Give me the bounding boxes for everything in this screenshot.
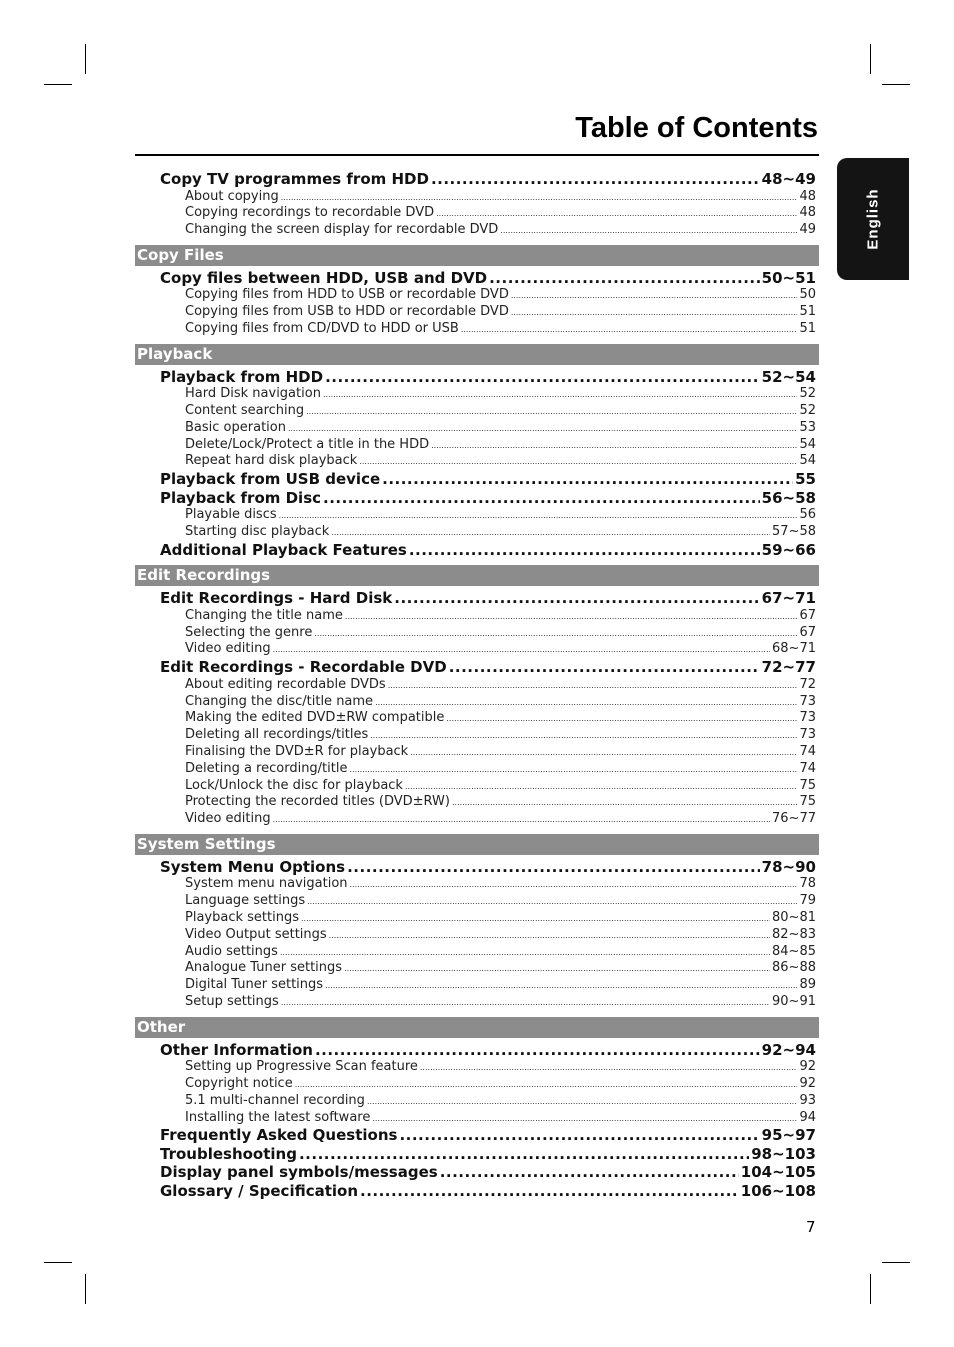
toc-subentry[interactable] (185, 944, 816, 961)
toc-entry[interactable] (160, 658, 816, 677)
toc-subentry-title: 5.1 multi-channel recording (185, 1092, 365, 1108)
toc-subentry[interactable] (185, 910, 816, 927)
toc-subentry-title: Copying recordings to recordable DVD (185, 205, 435, 221)
toc-subentry-pages: 56 (799, 507, 816, 523)
toc-subentry[interactable] (185, 625, 816, 642)
toc-subentry-pages: 48 (799, 205, 816, 221)
dot-leader (295, 1080, 798, 1089)
toc-entry[interactable] (160, 170, 816, 189)
toc-subentry-pages: 54 (799, 453, 816, 469)
dot-leader (388, 681, 798, 690)
toc-subentry[interactable] (185, 876, 816, 893)
crop-mark (85, 1274, 86, 1304)
toc-subentry-title: Deleting all recordings/titles (185, 727, 369, 743)
toc-subentry-pages: 75 (799, 777, 816, 793)
toc-subentry[interactable] (185, 710, 816, 727)
toc-subentry-pages: 49 (799, 222, 816, 238)
toc-subentry-pages: 93 (799, 1092, 816, 1108)
dot-leader (301, 914, 770, 923)
toc-entry[interactable] (160, 470, 816, 489)
dot-leader (489, 269, 760, 287)
dot-leader (449, 658, 760, 676)
dot-leader (372, 1114, 797, 1123)
toc-entry-pages: 106~108 (740, 1181, 816, 1200)
crop-mark (85, 44, 86, 74)
toc-subentry-title: Playable discs (185, 507, 277, 523)
toc-subentry-title: Digital Tuner settings (185, 977, 324, 993)
toc-subentry-title: Hard Disk navigation (185, 386, 321, 402)
toc-subentry[interactable] (185, 386, 816, 403)
toc-subentry[interactable] (185, 794, 816, 811)
toc-entry-title: Copy files between HDD, USB and DVD (160, 268, 488, 287)
toc-subentry[interactable] (185, 694, 816, 711)
toc-subentry[interactable] (185, 677, 816, 694)
toc-subentry-pages: 94 (799, 1109, 816, 1125)
toc-entry[interactable] (160, 489, 816, 508)
dot-leader (273, 645, 770, 654)
dot-leader (461, 325, 798, 334)
toc-subentry-pages: 52 (799, 386, 816, 402)
toc-subentry-pages: 79 (799, 893, 816, 909)
dot-leader (331, 528, 770, 537)
crop-mark (882, 84, 910, 85)
dot-leader (399, 1126, 759, 1144)
dot-leader (315, 1041, 760, 1059)
dot-leader (323, 489, 760, 507)
toc-subentry-title: Deleting a recording/title (185, 760, 348, 776)
toc-subentry-title: Video editing (185, 811, 271, 827)
toc-subentry-pages: 80~81 (772, 910, 816, 926)
toc-subentry-pages: 92 (799, 1076, 816, 1092)
dot-leader (375, 698, 797, 707)
toc-subentry[interactable] (185, 744, 816, 761)
toc-subentry[interactable] (185, 453, 816, 470)
toc-subentry-pages: 51 (799, 304, 816, 320)
toc-entry-title: System Menu Options (160, 857, 346, 876)
toc-subentry-title: About copying (185, 188, 279, 204)
dot-leader (511, 308, 798, 317)
dot-leader (511, 291, 798, 300)
toc-entry-pages: 72~77 (761, 658, 816, 677)
toc-subentry-title: Making the edited DVD±RW compatible (185, 710, 445, 726)
section-header: System Settings (135, 834, 819, 855)
toc-entry-title: Playback from USB device (160, 470, 381, 489)
dot-leader (329, 931, 770, 940)
section-header: Other (135, 1017, 819, 1038)
toc-subentry[interactable] (185, 222, 816, 239)
dot-leader (280, 948, 770, 957)
toc-entry-title: Copy TV programmes from HDD (160, 170, 429, 188)
page-number: 7 (806, 1218, 816, 1236)
toc-entry-title: Edit Recordings - Hard Disk (160, 589, 393, 608)
toc-subentry-pages: 68~71 (772, 641, 816, 657)
dot-leader (394, 589, 759, 607)
toc-subentry-title: Starting disc playback (185, 524, 330, 540)
toc-subentry-pages: 74 (799, 760, 816, 776)
dot-leader (281, 193, 798, 202)
toc-subentry-pages: 67 (799, 624, 816, 640)
toc-subentry-pages: 82~83 (772, 926, 816, 942)
toc-entry-title: Glossary / Specification (160, 1181, 359, 1200)
toc-entry-pages: 67~71 (761, 589, 816, 608)
toc-entry[interactable] (160, 368, 816, 387)
toc-subentry-title: About editing recordable DVDs (185, 676, 386, 692)
toc-subentry-title: Repeat hard disk playback (185, 453, 358, 469)
dot-leader (440, 1163, 739, 1181)
dot-leader (306, 407, 797, 416)
toc-subentry[interactable] (185, 727, 816, 744)
dot-leader (367, 1097, 798, 1106)
crop-mark (870, 44, 871, 74)
toc-entry[interactable] (160, 269, 816, 288)
toc-subentry[interactable] (185, 1110, 816, 1127)
toc-subentry-title: Setting up Progressive Scan feature (185, 1059, 418, 1075)
toc-entry-pages: 78~90 (761, 857, 816, 876)
toc-subentry[interactable] (185, 420, 816, 437)
toc-subentry-pages: 73 (799, 710, 816, 726)
toc-entry-title: Playback from Disc (160, 488, 322, 507)
toc-entry[interactable] (160, 1126, 816, 1145)
toc-subentry[interactable] (185, 994, 816, 1011)
dot-leader (314, 629, 797, 638)
toc-subentry-title: Language settings (185, 893, 306, 909)
toc-subentry[interactable] (185, 304, 816, 321)
toc-subentry-pages: 67 (799, 607, 816, 623)
toc-subentry-title: Installing the latest software (185, 1109, 371, 1125)
toc-entry-title: Display panel symbols/messages (160, 1163, 438, 1182)
toc-subentry[interactable] (185, 321, 816, 338)
toc-subentry-pages: 51 (799, 320, 816, 336)
toc-subentry[interactable] (185, 1093, 816, 1110)
toc-entry[interactable] (160, 589, 816, 608)
toc-subentry-pages: 73 (799, 727, 816, 743)
toc-subentry[interactable] (185, 205, 816, 222)
toc-subentry-title: System menu navigation (185, 876, 348, 892)
toc-entry[interactable] (160, 1163, 816, 1182)
toc-subentry[interactable] (185, 927, 816, 944)
toc-subentry-pages: 73 (799, 693, 816, 709)
toc-subentry[interactable] (185, 287, 816, 304)
toc-entry-title: Additional Playback Features (160, 540, 407, 559)
toc-subentry[interactable] (185, 524, 816, 541)
toc-subentry-pages: 48 (799, 188, 816, 204)
toc-subentry[interactable] (185, 437, 816, 454)
dot-leader (307, 897, 797, 906)
dot-leader (370, 731, 797, 740)
toc-entry[interactable] (160, 1145, 816, 1164)
toc-entry-pages: 52~54 (761, 367, 816, 386)
dot-leader (325, 981, 797, 990)
toc-entry-title: Frequently Asked Questions (160, 1126, 398, 1145)
toc-entry-pages: 50~51 (761, 268, 816, 287)
toc-subentry-title: Setup settings (185, 994, 279, 1009)
toc-subentry-title: Copyright notice (185, 1076, 293, 1092)
toc-subentry-pages: 75 (799, 794, 816, 810)
toc-subentry-title: Audio settings (185, 943, 278, 959)
dot-leader (325, 368, 760, 386)
toc-entry-pages: 59~66 (761, 540, 816, 559)
toc-subentry-title: Changing the screen display for recordable DVD (185, 222, 499, 238)
dot-leader (431, 170, 760, 188)
crop-mark (44, 84, 72, 85)
toc-subentry-title: Changing the disc/title name (185, 693, 374, 709)
toc-subentry-pages: 53 (799, 419, 816, 435)
dot-leader (420, 1063, 798, 1072)
toc-subentry-title: Basic operation (185, 419, 286, 435)
toc-entry-title: Playback from HDD (160, 367, 324, 386)
toc-subentry-pages: 74 (799, 743, 816, 759)
dot-leader (382, 470, 793, 488)
section-header: Edit Recordings (135, 565, 819, 586)
toc-subentry-title: Content searching (185, 403, 305, 419)
toc-subentry-pages: 78 (799, 876, 816, 892)
toc-entry-pages: 104~105 (740, 1163, 816, 1182)
toc-subentry-pages: 72 (799, 676, 816, 692)
toc-subentry[interactable] (185, 189, 816, 206)
toc-subentry[interactable] (185, 761, 816, 778)
toc-entry-title: Troubleshooting (160, 1144, 297, 1163)
dot-leader (288, 424, 797, 433)
toc-subentry[interactable] (185, 507, 816, 524)
language-tab (837, 158, 909, 280)
toc-subentry[interactable] (185, 608, 816, 625)
dot-leader (360, 1182, 739, 1200)
section-header: Copy Files (135, 245, 819, 266)
title-rule (135, 154, 819, 156)
dot-leader (279, 511, 798, 520)
toc-entry-pages: 98~103 (751, 1144, 816, 1163)
toc-subentry-title: Selecting the genre (185, 624, 313, 640)
dot-leader (431, 441, 797, 450)
page-title: Table of Contents (575, 112, 818, 144)
toc-subentry-title: Copying files from USB to HDD or recordable DVD (185, 304, 509, 320)
crop-mark (44, 1262, 72, 1263)
toc-entry-pages: 95~97 (761, 1126, 816, 1145)
section-header: Playback (135, 344, 819, 365)
toc-subentry-pages: 90~91 (772, 994, 816, 1009)
toc-subentry-pages: 84~85 (772, 943, 816, 959)
toc-subentry[interactable] (185, 1076, 816, 1093)
toc-subentry-title: Finalising the DVD±R for playback (185, 743, 409, 759)
toc-subentry-pages: 52 (799, 403, 816, 419)
toc-subentry-pages: 89 (799, 977, 816, 993)
toc-subentry-title: Delete/Lock/Protect a title in the HDD (185, 436, 430, 452)
toc-subentry[interactable] (185, 960, 816, 977)
toc-entry-pages: 55 (795, 470, 816, 489)
toc-subentry-pages: 54 (799, 436, 816, 452)
dot-leader (436, 209, 797, 218)
dot-leader (345, 612, 798, 621)
dot-leader (446, 714, 797, 723)
dot-leader (405, 782, 797, 791)
crop-mark (870, 1274, 871, 1304)
toc-entry[interactable] (160, 1041, 816, 1060)
dot-leader (347, 858, 760, 876)
dot-leader (281, 998, 770, 1007)
toc-entry[interactable] (160, 858, 816, 877)
toc-entry-pages: 56~58 (761, 488, 816, 507)
toc-subentry[interactable] (185, 977, 816, 994)
toc-subentry[interactable] (185, 1059, 816, 1076)
toc-subentry-title: Playback settings (185, 910, 299, 926)
dot-leader (500, 226, 797, 235)
dot-leader (349, 765, 797, 774)
dot-leader (409, 541, 760, 559)
toc-subentry[interactable] (185, 403, 816, 420)
toc-subentry-pages: 76~77 (772, 811, 816, 827)
toc-subentry-title: Video editing (185, 641, 271, 657)
toc-subentry-title: Copying files from CD/DVD to HDD or USB (185, 320, 459, 336)
toc-subentry[interactable] (185, 811, 816, 828)
toc-subentry[interactable] (185, 641, 816, 658)
toc-entry[interactable] (160, 1182, 816, 1201)
toc-entry-title: Other Information (160, 1040, 313, 1059)
toc-subentry[interactable] (185, 893, 816, 910)
toc-entry-pages: 92~94 (761, 1040, 816, 1059)
dot-leader (452, 798, 797, 807)
dot-leader (344, 964, 770, 973)
toc-subentry[interactable] (185, 778, 816, 795)
toc-subentry-title: Lock/Unlock the disc for playback (185, 777, 403, 793)
toc-entry-title: Edit Recordings - Recordable DVD (160, 658, 447, 677)
toc-subentry-pages: 57~58 (772, 524, 816, 540)
dot-leader (273, 815, 770, 824)
toc-subentry-title: Protecting the recorded titles (DVD±RW) (185, 794, 450, 810)
toc-subentry-pages: 92 (799, 1059, 816, 1075)
toc-subentry-title: Changing the title name (185, 607, 343, 623)
toc-subentry-title: Analogue Tuner settings (185, 960, 343, 976)
toc-subentry-title: Copying files from HDD to USB or recordable DVD (185, 287, 509, 303)
toc-subentry-pages: 50 (799, 287, 816, 303)
dot-leader (350, 880, 798, 889)
dot-leader (323, 390, 798, 399)
toc-entry[interactable] (160, 541, 816, 560)
table-of-contents (135, 170, 819, 1200)
dot-leader (359, 457, 797, 466)
language-tab-label: English (864, 188, 882, 250)
dot-leader (410, 748, 797, 757)
toc-entry-pages: 48~49 (761, 170, 816, 188)
dot-leader (299, 1145, 749, 1163)
toc-subentry-title: Video Output settings (185, 926, 327, 942)
crop-mark (882, 1262, 910, 1263)
toc-subentry-pages: 86~88 (772, 960, 816, 976)
